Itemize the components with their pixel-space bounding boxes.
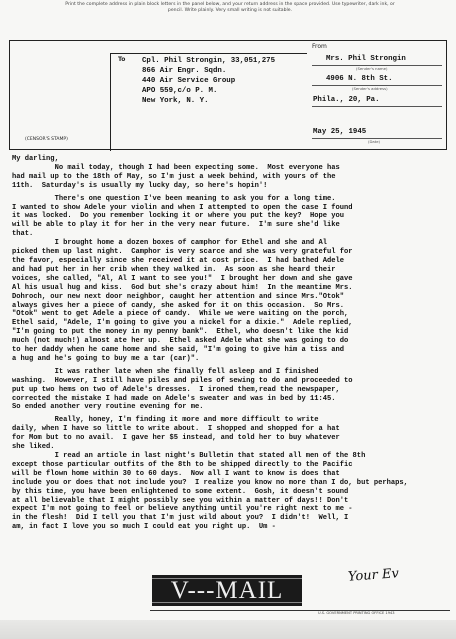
address-instructions: Print the complete address in plain block letters in the panel below, and your return address in the space provided. Use typewriter, dark ink, or pencil. Write plainly. Very small writing is not suitable. bbox=[65, 2, 395, 13]
censor-stamp-area bbox=[9, 40, 110, 150]
letter-line: There's one question I've been meaning to ask you for a long time. bbox=[12, 194, 336, 203]
letter-line: am, in fact I love you so much I could eat you right up. Um - bbox=[12, 523, 276, 532]
letter-line: Ethel said, "Adele, I'm going to give you a nickel for a dixie." Adele replied, bbox=[12, 319, 353, 328]
letter-line: picked them up last night. Camphor is very scarce and she was very grateful for bbox=[12, 248, 353, 257]
to-address-line: 440 Air Service Group bbox=[142, 77, 236, 85]
letter-line: for Mom but to no avail. I gave her $5 instead, and told her to buy whatever bbox=[12, 434, 340, 443]
letter-line: "Otok" went to get Adele a piece of candy. While we were waiting on the porch, bbox=[12, 310, 349, 319]
letter-line: Al his usual hug and kiss. God but she's crazy about him! In the meantime Mrs. bbox=[12, 283, 353, 292]
letter-line: Really, honey, I'm finding it more and more difficult to write bbox=[12, 416, 319, 425]
letter-line: It was rather late when she finally fell asleep and I finished bbox=[12, 367, 319, 376]
letter-line: voices, she called, "Al, Al I want to see you!" I brought her down and she gave bbox=[12, 274, 353, 283]
censor-stamp-label: (CENSOR'S STAMP) bbox=[25, 137, 68, 142]
sender-name-caption: (Sender's name) bbox=[356, 66, 388, 71]
printing-office-note: U.S. GOVERNMENT PRINTING OFFICE 1943 bbox=[318, 611, 395, 615]
to-label: To bbox=[118, 56, 126, 63]
divider bbox=[150, 610, 450, 611]
letter-line: corrected the mistake I had made on Adele's sweater and was in bed by 11:45. bbox=[12, 394, 336, 403]
letter-line: 11th. Saturday's is usually my lucky day, so here's hopin'! bbox=[12, 181, 268, 190]
letter-line: My darling, bbox=[12, 155, 59, 163]
letter-line: will be flown home within 30 to 60 days. Now all I want to know is does that bbox=[12, 469, 340, 478]
letter-body bbox=[12, 155, 448, 532]
letter-line: she liked. bbox=[12, 443, 55, 452]
letter-line: always gives her a piece of candy, she asked for it on this occasion. So Mrs. bbox=[12, 301, 345, 310]
letter-line: by this time, you have been enlightened to some extent. Gosh, it doesn't sound bbox=[12, 487, 349, 496]
signature: Your Ev bbox=[347, 566, 400, 585]
to-address-line: Cpl. Phil Strongin, 33,051,275 bbox=[142, 57, 276, 65]
letter-line: daily, when I have so little to write about. I shopped and shopped for a hat bbox=[12, 425, 340, 434]
from-label: From bbox=[312, 43, 327, 50]
letter-date: May 25, 1945 bbox=[313, 128, 367, 136]
divider bbox=[312, 106, 442, 107]
letter-line: the favor, especially since she received it at cost price. I had bathed Adele bbox=[12, 256, 345, 265]
letter-line: except those particular outfits of the 8th to be shipped directly to the Pacific bbox=[12, 460, 353, 469]
letter-line: much (not much!) almost ate her up. Ethel asked Adele what she was going to do bbox=[12, 337, 349, 346]
letter-line: I brought home a dozen boxes of camphor for Ethel and she and Al bbox=[12, 239, 328, 248]
letter-line: had mail up to the 18th of May, so I'm just a week behind, with yours of the bbox=[12, 172, 336, 181]
letter-line: No mail today, though I had been expecting some. Most everyone has bbox=[12, 163, 340, 172]
letter-line: and had put her in her crib when they walked in. As soon as she heard their bbox=[12, 265, 336, 274]
vmail-logo: V---MAIL bbox=[152, 575, 302, 606]
to-address-line: APO 559,c/o P. M. bbox=[142, 87, 218, 95]
letter-line: it was locked. Do you remember locking it or where you put the key? Hope you bbox=[12, 212, 345, 221]
letter-line: at all believable that I might possibly see you within a matter of days!! Don't bbox=[12, 496, 349, 505]
letter-line: washing. However, I still have piles and piles of sewing to do and proceeded to bbox=[12, 376, 353, 385]
sender-street: 4906 N. 8th St. bbox=[326, 75, 393, 83]
letter-line: Dohroch, our new next door neighbor, caught her attention and since Mrs."Otok" bbox=[12, 292, 345, 301]
letter-line: will be able to play it for her in the very near future. I'm sure she'd like bbox=[12, 221, 340, 230]
sender-street-caption: (Sender's address) bbox=[352, 86, 388, 91]
letter-line: a hug and he's going to buy me a tar (car)". bbox=[12, 354, 200, 363]
date-caption: (Date) bbox=[368, 139, 381, 144]
letter-line: in the flesh! Did I tell you that I'm just wild about you? I didn't! Well, I bbox=[12, 514, 349, 523]
letter-line: So ended another very routine evening for me. bbox=[12, 403, 204, 412]
letter-line: expect I'm not going to feel or believe anything until you're right next to me - bbox=[12, 505, 353, 514]
letter-line: I wanted to show Adele your violin and when I attempted to open the case I found bbox=[12, 203, 353, 212]
to-address-line: New York, N. Y. bbox=[142, 97, 209, 105]
sender-city: Phila., 20, Pa. bbox=[313, 96, 380, 104]
letter-line: I read an article in last night's Bulletin that stated all men of the 8th bbox=[12, 452, 366, 460]
letter-line: put up two hems on two of Adele's dresses. I ironed them,read the newspaper, bbox=[12, 385, 340, 394]
sender-name: Mrs. Phil Strongin bbox=[326, 55, 406, 63]
letter-line: to her daddy when he came home and she said, "I'm going to give him a tiss and bbox=[12, 346, 345, 355]
letter-line: include you or does that not include you? I realize you know no more than I do, but perhaps, bbox=[12, 478, 408, 487]
letter-line: "I'm going to put the money in my penny bank". Ethel, who doesn't like the kid bbox=[12, 328, 349, 337]
to-address-line: 866 Air Engr. Sqdn. bbox=[142, 67, 227, 75]
page-edge bbox=[0, 620, 456, 639]
letter-line: that. bbox=[12, 230, 34, 239]
